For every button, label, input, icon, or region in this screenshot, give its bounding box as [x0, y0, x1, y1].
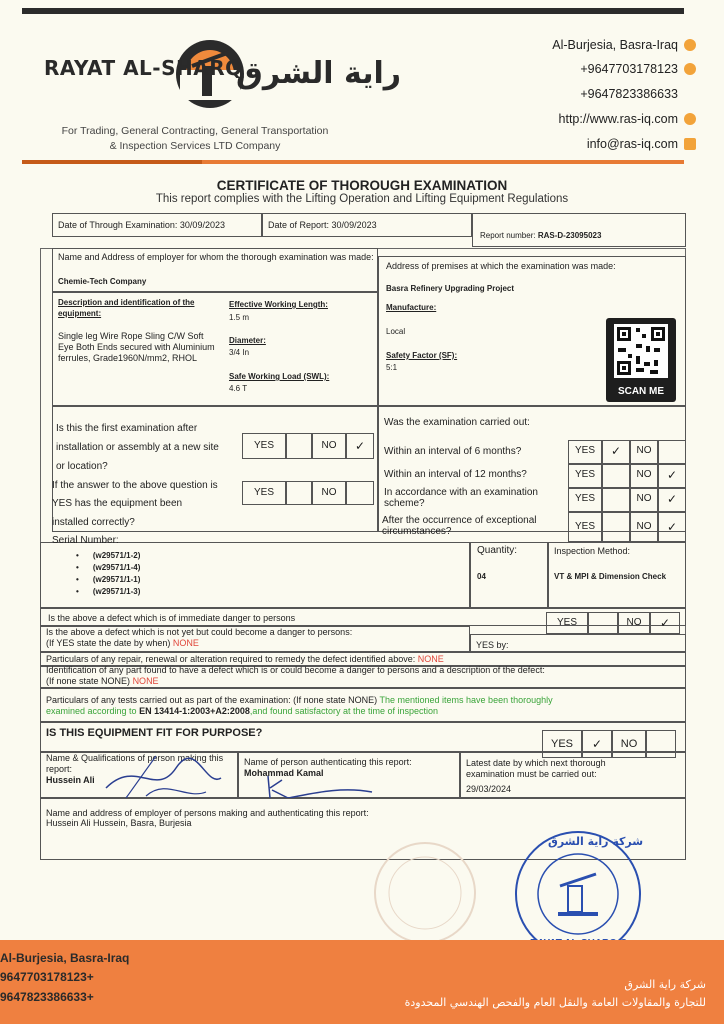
quantity-value: 04	[477, 572, 486, 581]
immediate-no-check[interactable]: ✓	[650, 612, 680, 634]
quantity-label: Quantity:	[477, 545, 518, 556]
auth-label: Name of person authenticating this report:	[244, 757, 412, 767]
contact-phone-2: +9647823386633	[580, 87, 678, 101]
q1-no[interactable]: NO	[312, 433, 346, 459]
footer-arabic-tagline: للتجارة والمقاولات العامة والنقل العام والفحص الهندسي المحدودة	[404, 996, 706, 1009]
manufacture-label: Manufacture:	[386, 303, 437, 312]
employer-label: Name and Address of employer for whom the thorough examination was made:	[58, 252, 374, 262]
report-date: Date of Report: 30/09/2023	[268, 220, 377, 230]
ewl-value: 1.5 m	[229, 313, 250, 322]
except-yes[interactable]: YES	[568, 512, 602, 542]
header-rule-dark	[22, 160, 202, 164]
i6-no-box[interactable]	[658, 440, 686, 464]
carried-label: Was the examination carried out:	[384, 417, 530, 428]
brand-name-en: RAYAT AL-SHARQ	[44, 56, 243, 80]
certificate-subtitle: This report complies with the Lifting Operation and Lifting Equipment Regulations	[155, 193, 569, 205]
next-date-label: Latest date by which next thorough examination must be carried out:	[466, 758, 606, 779]
premises-value: Basra Refinery Upgrading Project	[386, 284, 515, 293]
q1-line1: Is this the first examination after	[56, 423, 198, 434]
diameter-label: Diameter:	[229, 336, 266, 345]
i6-yes-check[interactable]: ✓	[602, 440, 630, 464]
scheme-no-check[interactable]: ✓	[658, 488, 686, 512]
contact-email: info@ras-iq.com	[587, 137, 696, 151]
employer-persons-value: Hussein Ali Hussein, Basra, Burjesia	[46, 818, 192, 828]
premises-label: Address of premises at which the examination was made:	[386, 261, 616, 271]
employer-value: Chemie-Tech Company	[58, 277, 147, 286]
report-number: Report number: RAS-D-23095023	[480, 231, 602, 240]
diameter-value: 3/4 In	[229, 348, 250, 357]
safety-factor-value: 5:1	[386, 363, 398, 372]
scheme-yes-box[interactable]	[602, 488, 630, 512]
scheme-yes[interactable]: YES	[568, 488, 602, 512]
scan-me-label: SCAN ME	[617, 386, 665, 397]
qr-pattern-icon	[606, 318, 676, 384]
yes-by-label: YES by:	[476, 640, 509, 650]
swl-value: 4.6 T	[229, 384, 248, 393]
brand-name-ar: راية الشرق	[236, 56, 402, 91]
fit-label: IS THIS EQUIPMENT FIT FOR PURPOSE?	[46, 727, 263, 739]
fit-yes-check[interactable]: ✓	[582, 730, 612, 758]
serial-item: • (w29571/1-2)	[76, 551, 141, 560]
faded-stamp	[370, 838, 480, 948]
company-tagline: For Trading, General Contracting, General Transportation & Inspection Services LTD Company	[61, 125, 329, 152]
i12-yes[interactable]: YES	[568, 464, 602, 488]
footer-phone-2: +9647823386633	[0, 990, 94, 1004]
serial-label: Serial Number:	[52, 535, 119, 546]
except-yes-box[interactable]	[602, 512, 630, 542]
contact-website: http://www.ras-iq.com	[559, 112, 696, 126]
i12-yes-box[interactable]	[602, 464, 630, 488]
q1-line2: installation or assembly at a new site	[56, 442, 219, 453]
i6-no[interactable]: NO	[630, 440, 658, 464]
person-label: Name & Qualifications of person making this report:	[46, 753, 224, 774]
except-no[interactable]: NO	[630, 512, 658, 542]
stamp-text-ar: شركة راية الشرق	[548, 835, 644, 848]
q2-yes[interactable]: YES	[242, 481, 286, 505]
identification-label: Identification of any part found to have a defect which is or could become a danger to persons and a description of the defect: (If none state NONE) NONE	[46, 665, 545, 686]
equipment-desc-label: Description and identification of the equipment:	[58, 298, 195, 318]
interval-6-label: Within an interval of 6 months?	[384, 446, 522, 457]
repair-label: Particulars of any repair, renewal or alteration required to remedy the defect identified above: NONE	[46, 654, 444, 664]
certificate-title: CERTIFICATE OF THOROUGH EXAMINATION	[216, 178, 508, 193]
manufacture-value: Local	[386, 327, 406, 336]
method-value: VT & MPI & Dimension Check	[554, 572, 667, 581]
fit-no[interactable]: NO	[612, 730, 646, 758]
serial-list	[76, 550, 140, 598]
employer-persons-label: Name and address of employer of persons making and authenticating this report:	[46, 808, 369, 818]
q2-line1: If the answer to the above question is	[52, 480, 218, 491]
safety-factor-label: Safety Factor (SF):	[386, 351, 458, 360]
footer-arabic-name: شركة راية الشرق	[624, 978, 706, 991]
phone-icon	[684, 63, 696, 75]
globe-icon	[684, 113, 696, 125]
q2-no-box[interactable]	[346, 481, 374, 505]
tests-label: Particulars of any tests carried out as part of the examination: (If none state NONE) The mentioned items have been thoroughly examined according to EN 13414-1:2003+A2:2008,and found satisfactory at the time of inspection	[46, 695, 553, 716]
immediate-yes-box[interactable]	[588, 612, 618, 634]
auth-value: Mohammad Kamal	[244, 768, 324, 778]
q1-yes-box[interactable]	[286, 433, 312, 459]
q1-no-check[interactable]: ✓	[346, 433, 374, 459]
location-icon	[684, 39, 696, 51]
person-value: Hussein Ali	[46, 775, 95, 785]
q2-line3: installed correctly?	[52, 517, 135, 528]
q1-yes[interactable]: YES	[242, 433, 286, 459]
top-bar	[22, 8, 684, 14]
signature-hussein	[96, 748, 226, 804]
except-no-check[interactable]: ✓	[658, 512, 686, 542]
swl-label: Safe Working Load (SWL):	[229, 372, 330, 381]
serial-item: • (w29571/1-4)	[76, 563, 141, 572]
contact-phone-1: +9647703178123	[580, 62, 696, 76]
mail-icon	[684, 138, 696, 150]
ewl-label: Effective Working Length:	[229, 300, 328, 309]
footer-address: Al-Burjesia, Basra-Iraq	[0, 951, 130, 965]
q2-line2: YES has the equipment been	[52, 498, 183, 509]
qr-code[interactable]	[606, 318, 676, 402]
i6-yes[interactable]: YES	[568, 440, 602, 464]
interval-12-label: Within an interval of 12 months?	[384, 469, 527, 480]
fit-yes[interactable]: YES	[542, 730, 582, 758]
method-label: Inspection Method:	[554, 546, 631, 556]
equipment-desc-value: Single leg Wire Rope Sling C/W Soft Eye Both Ends secured with Aluminium ferrules, Grade1960N/mm2, RHOL	[58, 331, 215, 363]
next-date-value: 29/03/2024	[466, 784, 512, 794]
scheme-label: In accordance with an examination scheme?	[384, 487, 538, 509]
future-label: Is the above a defect which is not yet but could become a danger to persons: (If YES state the date by when) NONE	[46, 627, 353, 648]
q2-yes-box[interactable]	[286, 481, 312, 505]
scheme-no[interactable]: NO	[630, 488, 658, 512]
i12-no[interactable]: NO	[630, 464, 658, 488]
serial-item: • (w29571/1-3)	[76, 587, 141, 596]
immediate-label: Is the above a defect which is of immediate danger to persons	[48, 613, 296, 623]
serial-item: • (w29571/1-1)	[76, 575, 141, 584]
q2-no[interactable]: NO	[312, 481, 346, 505]
footer-phone-1: +9647703178123	[0, 970, 94, 984]
immediate-yes[interactable]: YES	[546, 612, 588, 634]
exam-date: Date of Through Examination: 30/09/2023	[58, 220, 225, 230]
contact-address: Al-Burjesia, Basra-Iraq	[552, 38, 696, 52]
exceptional-label: After the occurrence of exceptional circumstances?	[382, 515, 537, 537]
q1-line3: or location?	[56, 461, 108, 472]
immediate-no[interactable]: NO	[618, 612, 650, 634]
i12-no-check[interactable]: ✓	[658, 464, 686, 488]
